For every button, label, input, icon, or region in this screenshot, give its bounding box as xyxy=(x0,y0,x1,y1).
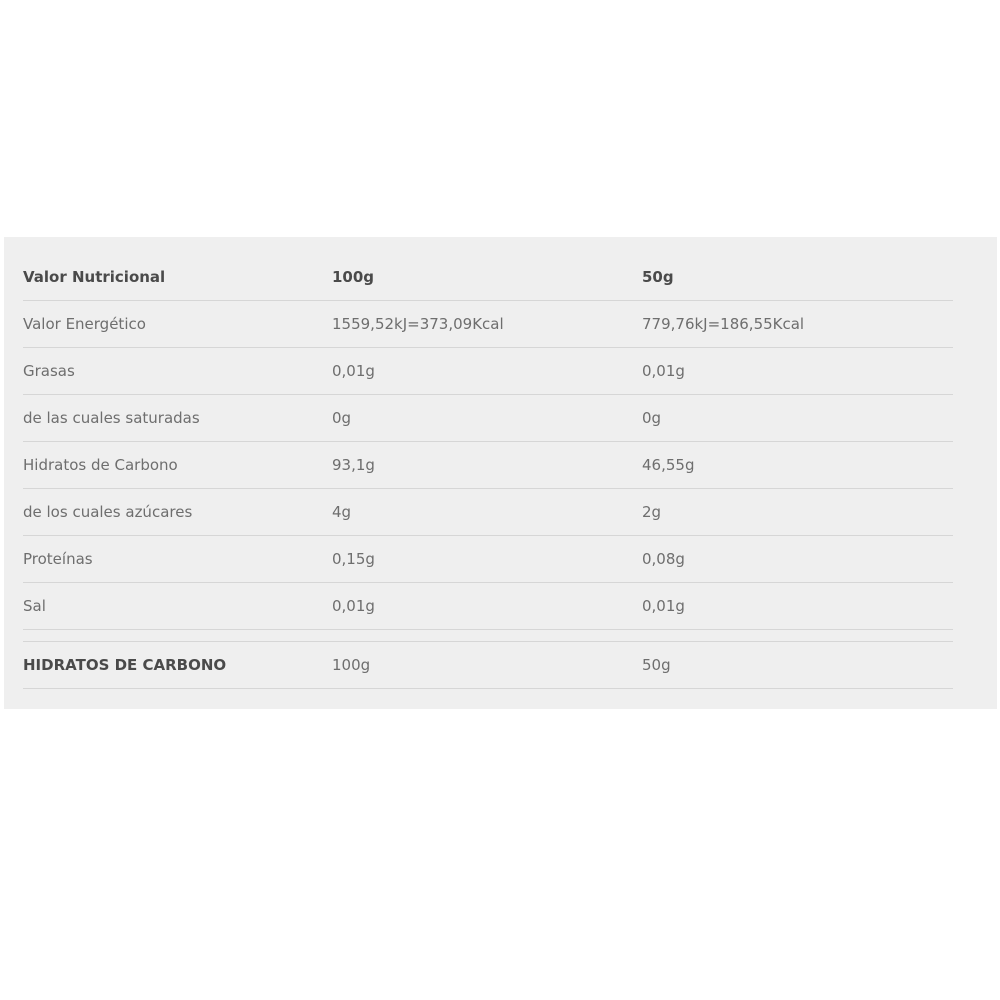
table-divider xyxy=(23,630,953,642)
section-value-100g: 100g xyxy=(332,656,371,674)
section-row xyxy=(23,642,953,689)
value-50g: 2g xyxy=(642,503,662,521)
header-per-100g: 100g xyxy=(332,267,375,286)
table-row xyxy=(23,489,953,536)
value-50g: 0,08g xyxy=(642,550,685,568)
value-50g: 0,01g xyxy=(642,597,685,615)
value-50g: 779,76kJ=186,55Kcal xyxy=(642,315,805,333)
nutrient-name: Proteínas xyxy=(23,550,93,568)
nutrition-panel xyxy=(4,237,997,709)
nutrient-name: Hidratos de Carbono xyxy=(23,456,178,474)
nutrient-name: de los cuales azúcares xyxy=(23,503,193,521)
value-100g: 0,01g xyxy=(332,362,375,380)
table-row xyxy=(23,583,953,630)
value-100g: 0g xyxy=(332,409,352,427)
nutrition-table xyxy=(23,253,953,689)
nutrient-name: de las cuales saturadas xyxy=(23,409,200,427)
table-row xyxy=(23,348,953,395)
nutrient-name: Grasas xyxy=(23,362,75,380)
table-header-row xyxy=(23,253,953,301)
nutrient-name: Valor Energético xyxy=(23,315,146,333)
header-per-50g: 50g xyxy=(642,267,674,286)
value-100g: 0,01g xyxy=(332,597,375,615)
table-row xyxy=(23,536,953,583)
value-100g: 93,1g xyxy=(332,456,375,474)
value-100g: 1559,52kJ=373,09Kcal xyxy=(332,315,504,333)
nutrient-name: Sal xyxy=(23,597,46,615)
value-100g: 0,15g xyxy=(332,550,375,568)
value-100g: 4g xyxy=(332,503,352,521)
value-50g: 0g xyxy=(642,409,662,427)
section-value-50g: 50g xyxy=(642,656,671,674)
section-title: HIDRATOS DE CARBONO xyxy=(23,656,227,674)
value-50g: 0,01g xyxy=(642,362,685,380)
table-row xyxy=(23,301,953,348)
header-nutrient: Valor Nutricional xyxy=(23,267,166,286)
value-50g: 46,55g xyxy=(642,456,695,474)
table-row xyxy=(23,395,953,442)
table-row xyxy=(23,442,953,489)
